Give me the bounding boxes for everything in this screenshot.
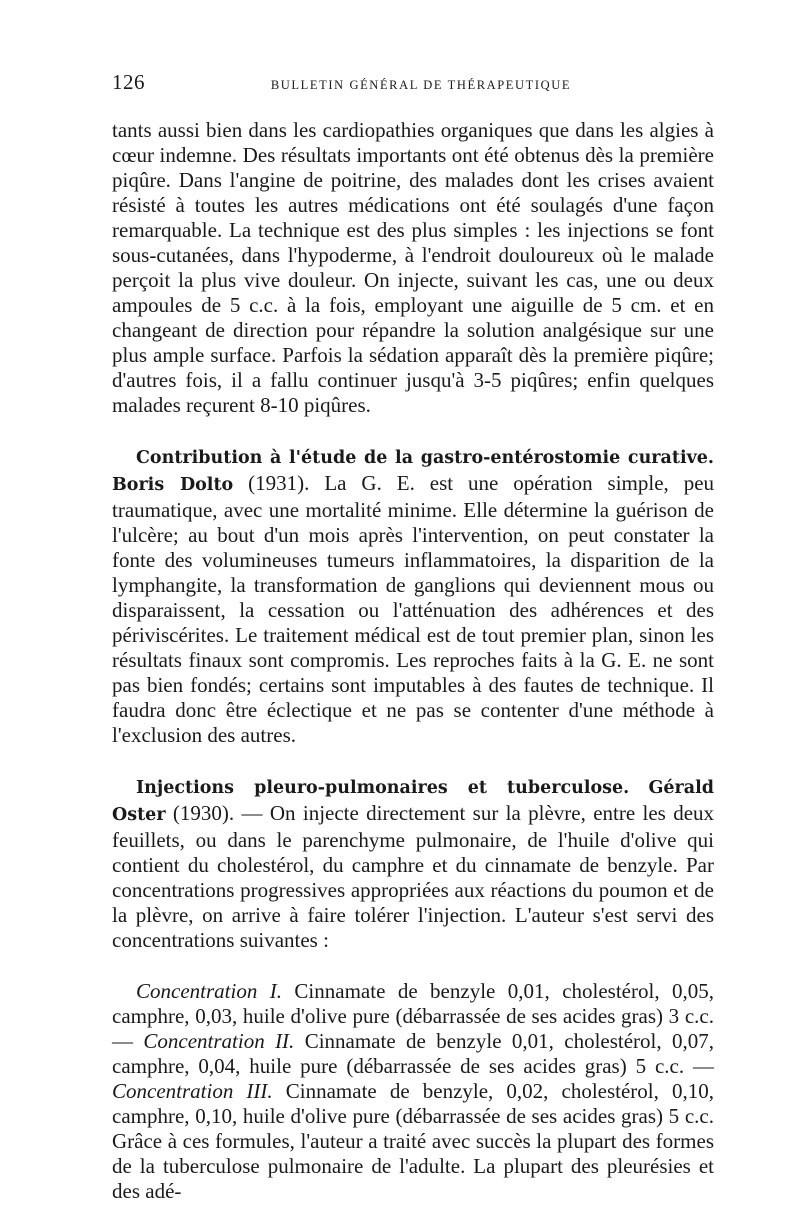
paragraph-concentrations	[112, 979, 714, 1204]
paragraph-text: tants aussi bien dans les cardiopathies organiques que dans les algies à cœur indemne. Des résultats importants ont été obtenus dès la première piqûre. Dans l'angine de poitrine, des malades dont les crises avaient résisté à toutes les autres médications ont été soulagés d'une façon remarquable. La technique est des plus simples : les injections se font sous-cutanées, dans l'hypoderme, à l'endroit douloureux où le malade perçoit la plus vive douleur. On injecte, suivant les cas, une ou deux ampoules de 5 c.c. à la fois, employant une aiguille de 5 cm. et en changeant de direction pour répandre la solution analgésique sur une plus ample surface. Parfois la sédation apparaît dès la première piqûre; d'autres fois, il a fallu continuer jusqu'à 3-5 piqûres; enfin quelques malades reçurent 8-10 piqûres.	[112, 118, 714, 417]
paragraph-injections-pleuro-pulmonaires	[112, 774, 714, 953]
concentration-label: Concentration II.	[143, 1029, 295, 1053]
journal-title: BULLETIN GÉNÉRAL DE THÉRAPEUTIQUE	[270, 78, 572, 92]
concentration-text: Cinnamate de benzyle 0,01, cholestérol, 0,05, camphre, 0,03, huile d'olive pure (débarrassée de ses acides gras) 3 c.c. —	[112, 979, 714, 1053]
paragraph-text: La G. E. est une opération simple, peu traumatique, avec une mortalité minime. Elle détermine la guérison de l'ulcère; au bout d'un mois après l'intervention, on peut constater la fonte des volumineuses tumeurs inflammatoires, la disparition de la lymphangite, la transformation de ganglions qui deviennent mous ou disparaissent, la cessation ou l'atténuation des adhérences et des périviscérites. Le traitement médical est de tout premier plan, sinon les résultats finaux sont compromis. Les reproches faits à la G. E. ne sont pas bien fondés; certains sont imputables à des fautes de technique. Il faudra donc être éclectique et ne pas se contenter d'une méthode à l'exclusion des autres.	[112, 471, 715, 747]
concentration-text: Cinnamate de benzyle 0,01, cholestérol, 0,07, camphre, 0,04, huile pure (débarrassée de ses acides gras) 5 c.c. —	[112, 1029, 715, 1078]
article-title: Contribution à l'étude de la gastro-entérostomie curative.	[136, 448, 714, 468]
article-author: Boris Dolto	[112, 475, 234, 495]
paragraph-cardiopathies	[112, 118, 714, 418]
article-title: Injections pleuro-pulmonaires et tuberculose.	[136, 778, 630, 798]
article-year: (1930).	[172, 801, 235, 825]
article-author: Gérald Oster	[112, 778, 714, 825]
concentration-label: Concentration III.	[112, 1079, 273, 1103]
paragraph-text: — On injecte directement sur la plèvre, entre les deux feuillets, ou dans le parenchyme pulmonaire, de l'huile d'olive qui contient du cholestérol, du camphre et du cinnamate de benzyle. Par concentrations progressives appropriées aux réactions du poumon et de la plèvre, on arrive à faire tolérer l'injection. L'auteur s'est servi des concentrations suivantes :	[112, 801, 715, 952]
article-year: (1931).	[248, 471, 310, 495]
page-number: 126	[112, 70, 145, 94]
running-head	[112, 70, 714, 104]
concentration-text: Cinnamate de benzyle, 0,02, cholestérol, 0,10, camphre, 0,10, huile d'olive pure (débarrassée de ses acides gras) 5 c.c. Grâce à ces formules, l'auteur a traité avec succès la plupart des formes de la tuberculose pulmonaire de l'adulte. La plupart des pleurésies et des adé-	[112, 1079, 714, 1203]
concentration-label: Concentration I.	[136, 979, 282, 1003]
paragraph-gastro-enterostomie	[112, 444, 714, 748]
